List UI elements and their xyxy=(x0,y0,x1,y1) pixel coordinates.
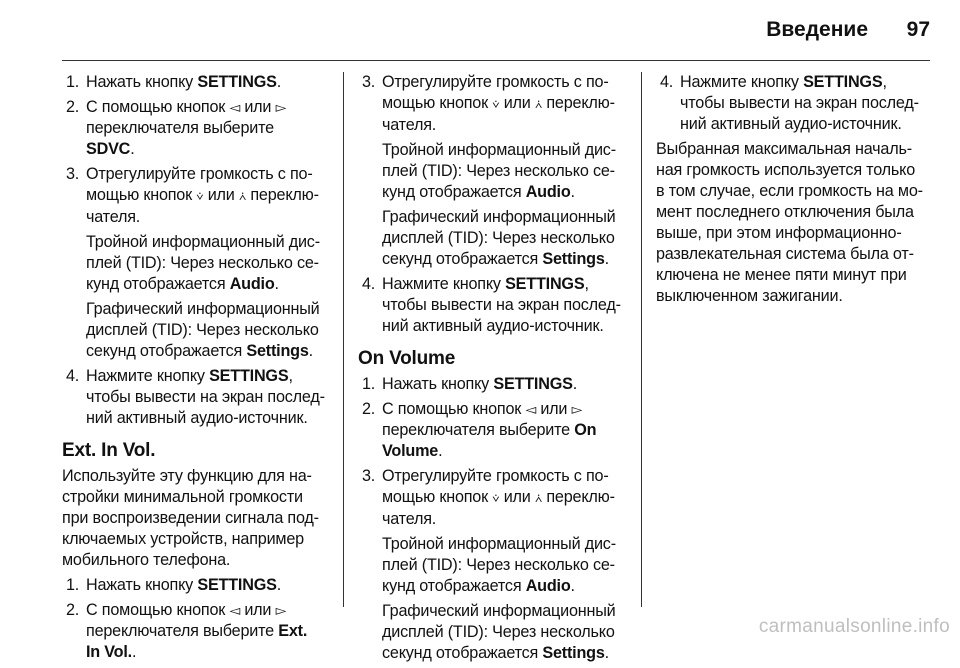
step-item: 3. Отрегулируйте громкость с по- мощью кнопок ⩒ или ⩑ переклю- чателя. xyxy=(362,467,615,528)
down-button-icon: ⩒ xyxy=(492,97,500,111)
column-3 xyxy=(656,72,928,311)
section-heading: Ext. In Vol. xyxy=(62,440,156,461)
down-button-icon: ⩒ xyxy=(196,189,204,203)
column-divider xyxy=(641,72,642,607)
step-item: 1. Нажать кнопку SETTINGS. xyxy=(362,375,578,393)
step-item: 3. Отрегулируйте громкость с по- мощью кнопок ⩒ или ⩑ переклю- чателя. xyxy=(66,165,319,226)
step-item: 4. Нажмите кнопку SETTINGS, чтобы вывести на экран послед- ний активный аудио-источник. xyxy=(362,275,621,335)
step-item: 1. Нажать кнопку SETTINGS. xyxy=(66,576,282,594)
down-button-icon: ⩒ xyxy=(492,491,500,505)
paragraph: Используйте эту функцию для на- стройки минимальной громкости при воспроизведении сигнала под- ключаемых устройств, например мобильного телефона. xyxy=(62,467,319,569)
column-divider xyxy=(343,72,344,607)
paragraph: Графический информационный дисплей (TID): Через несколько секунд отображается Settings. xyxy=(382,208,616,268)
right-arrow-icon: ▻ xyxy=(275,602,287,618)
step-item: 3. Отрегулируйте громкость с по- мощью кнопок ⩒ или ⩑ переклю- чателя. xyxy=(362,73,615,134)
right-arrow-icon: ▻ xyxy=(571,401,583,417)
paragraph: Выбранная максимальная началь- ная громкость используется только в том случае, если громкость на мо- мент последнего отключения была выше, при этом информационно- развлекательная система была от- ключена не менее пяти минут при выключенном зажигании. xyxy=(656,140,923,305)
watermark: carmanualsonline.info xyxy=(758,616,950,637)
step-item: 4. Нажмите кнопку SETTINGS, чтобы вывести на экран послед- ний активный аудио-источник. xyxy=(660,73,919,133)
page-header xyxy=(62,0,930,61)
step-item: 2. С помощью кнопок ◅ или ▻ переключателя выберите On Volume. xyxy=(362,400,597,460)
page-number: 97 xyxy=(906,18,930,41)
section-heading: On Volume xyxy=(358,348,456,369)
step-item: 1. Нажать кнопку SETTINGS. xyxy=(66,73,282,91)
column-2 xyxy=(358,72,628,668)
paragraph: Тройной информационный дис- плей (TID): Через несколько се- кунд отображается Audio. xyxy=(86,233,320,293)
step-item: 2. С помощью кнопок ◅ или ▻ переключателя выберите Ext. In Vol.. xyxy=(66,601,308,661)
left-arrow-icon: ◅ xyxy=(229,602,241,618)
left-arrow-icon: ◅ xyxy=(525,401,537,417)
paragraph: Графический информационный дисплей (TID): Через несколько секунд отображается Settings. xyxy=(86,300,320,360)
up-button-icon: ⩑ xyxy=(238,189,247,203)
paragraph: Тройной информационный дис- плей (TID): Через несколько се- кунд отображается Audio. xyxy=(382,141,616,201)
paragraph: Графический информационный дисплей (TID): Через несколько секунд отображается Settings. xyxy=(382,602,616,662)
step-item: 4. Нажмите кнопку SETTINGS, чтобы вывести на экран послед- ний активный аудио-источник. xyxy=(66,367,325,427)
up-button-icon: ⩑ xyxy=(534,491,543,505)
up-button-icon: ⩑ xyxy=(534,97,543,111)
right-arrow-icon: ▻ xyxy=(275,99,287,115)
left-arrow-icon: ◅ xyxy=(229,99,241,115)
step-item: 2. С помощью кнопок ◅ или ▻ переключателя выберите SDVC. xyxy=(66,98,287,158)
column-1 xyxy=(62,72,330,667)
page-title: Введение xyxy=(766,18,868,41)
paragraph: Тройной информационный дис- плей (TID): Через несколько се- кунд отображается Audio. xyxy=(382,535,616,595)
